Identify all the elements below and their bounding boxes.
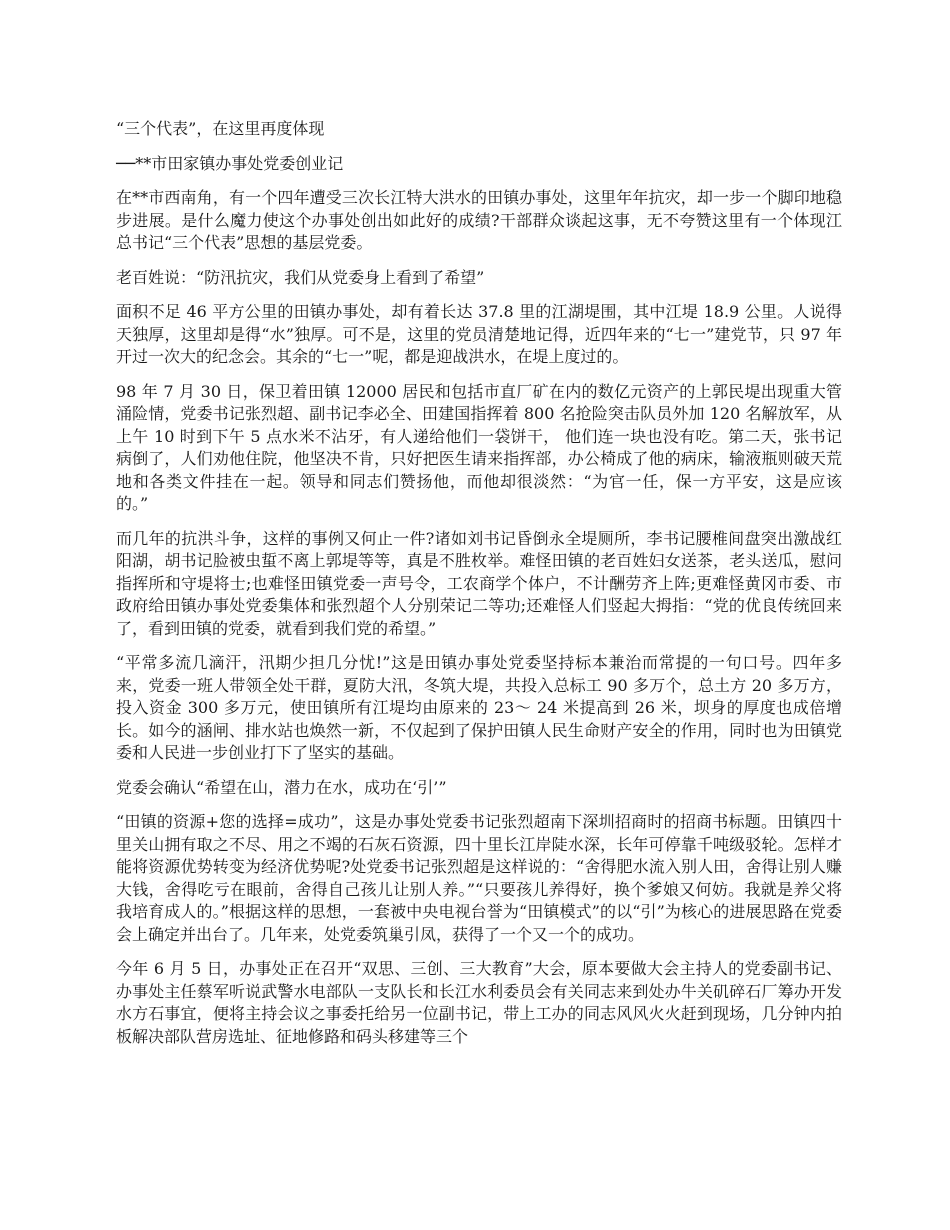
paragraph-area: 面积不足 46 平方公里的田镇办事处，却有着长达 37.8 里的江湖堤围，其中江堤 18.9 公里。人说得天独厚，这里却是得“水”独厚。可不是，这里的党员清楚地记得，近四年来的“七一”建党节，只 97 年开过一次大的纪念会。其余的“七一”呢，都是迎战洪水，在堤上度过的。 — [116, 302, 842, 366]
section-heading-flood: 老百姓说：“防汛抗灾，我们从党委身上看到了希望” — [116, 267, 485, 287]
paragraph-examples: 而几年的抗洪斗争，这样的事例又何止一件?诸如刘书记昏倒永全堤厕所，李书记腰椎间盘突出激战红阳湖，胡书记脸被虫蜇不离上郭堤等等，真是不胜枚举。难怪田镇的老百姓妇女送茶，老头送瓜，慰问指挥所和守堤将士;也难怪田镇党委一声号令，工农商学个体户，不计酬劳齐上阵;更难怪黄冈市委、市政府给田镇办事处党委集体和张烈超个人分别荣记二等功;还难怪人们竖起大拇指：“党的优良传统回来了，看到田镇的党委，就看到我们党的希望。” — [116, 528, 842, 638]
paragraph-resources: “田镇的资源+您的选择=成功”，这是办事处党委书记张烈超南下深圳招商时的招商书标题。田镇四十里关山拥有取之不尽、用之不竭的石灰石资源，四十里长江岸陡水深，长年可停靠千吨级驳轮。怎样才能将资源优势转变为经济优势呢?处党委书记张烈超是这样说的：“舍得肥水流入别人田，舍得让别人赚大钱，舍得吃亏在眼前，舍得自己孩儿让别人养。”“只要孩儿养得好，换个爹娘又何妨。我就是养父将我培育成人的。”根据这样的思想，一套被中央电视台誉为“田镇模式”的以“引”为核心的进展思路在党委会上确定并出台了。几年来，处党委筑巢引凤，获得了一个又一个的成功。 — [116, 812, 842, 944]
paragraph-june-5: 今年 6 月 5 日，办事处正在召开“双思、三创、三大教育”大会，原本要做大会主持人的党委副书记、办事处主任蔡军听说武警水电部队一支队长和长江水利委员会有关同志来到处办牛关矶碎石厂筹办开发水方石事宜，便将主持会议之事委托给另一位副书记，带上工办的同志风风火火赶到现场，几分钟内拍板解决部队营房选址、征地修路和码头移建等三个 — [116, 959, 842, 1046]
document-subtitle: ──**市田家镇办事处党委创业记 — [116, 153, 344, 173]
document-page — [116, 118, 842, 1060]
section-heading-hope: 党委会确认“希望在山，潜力在水，成功在‘引’” — [116, 777, 447, 797]
paragraph-slogan: “平常多流几滴汗，汛期少担几分忧!”这是田镇办事处党委坚持标本兼治而常提的一句口号。四年多来，党委一班人带领全处干群，夏防大汛，冬筑大堤，共投入总标工 90 多万个，总土方 20 多万方，投入资金 300 多万元，使田镇所有江堤均由原来的 23～ 24 米提高到 26 米，坝身的厚度也成倍增长。如今的涵闸、排水站也焕然一新，不仅起到了保护田镇人民生命财产安全的作用，同时也为田镇党委和人民进一步创业打下了坚实的基础。 — [116, 653, 842, 762]
paragraph-july-30: 98 年 7 月 30 日，保卫着田镇 12000 居民和包括市直厂矿在内的数亿元资产的上郭民堤出现重大管涌险情，党委书记张烈超、副书记李必全、田建国指挥着 800 名抢险突击队员外加 120 名解放军，从上午 10 时到下午 5 点水米不沾牙，有人递给他们一袋饼干， 他们连一块也没有吃。第二天，张书记病倒了，人们劝他住院，他坚决不肯，只好把医生请来指挥部，办公椅成了他的病床，输液瓶则破天荒地和各类文件挂在一起。领导和同志们赞扬他，而他却很淡然：“为官一任，保一方平安，这是应该的。” — [116, 381, 842, 513]
paragraph-intro: 在**市西南角，有一个四年遭受三次长江特大洪水的田镇办事处，这里年年抗灾，却一步一个脚印地稳步进展。是什么魔力使这个办事处创出如此好的成绩?干部群众谈起这事，无不夸赞这里有一个体现江总书记“三个代表”思想的基层党委。 — [116, 188, 842, 252]
document-title: “三个代表”，在这里再度体现 — [116, 119, 325, 138]
